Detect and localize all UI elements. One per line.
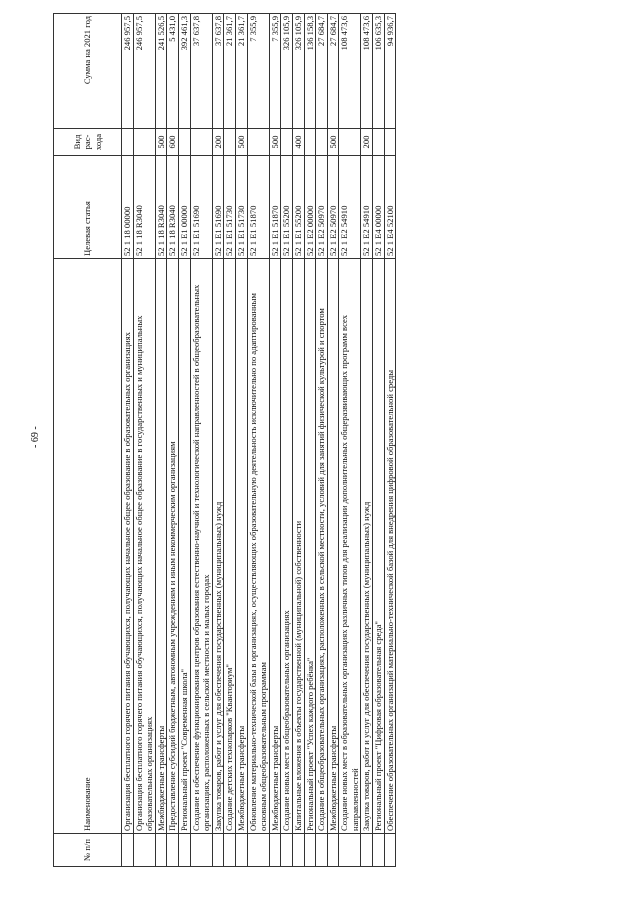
table-row: [384, 14, 396, 867]
cell-sum: 7 355,9: [247, 14, 269, 129]
cell-num: [373, 834, 385, 867]
cell-name: Закупка товаров, работ и услуг для обеспечения государственных (муниципальных) нужд: [361, 259, 373, 834]
table-row: [327, 14, 339, 867]
cell-code: 52 1 E2 50970: [327, 156, 339, 259]
cell-type: [224, 129, 236, 156]
cell-sum: 37 637,8: [212, 14, 224, 129]
cell-name: Межбюджетные трансферты: [327, 259, 339, 834]
cell-name: Межбюджетные трансферты: [269, 259, 281, 834]
cell-num: [122, 834, 134, 867]
cell-name: Создание и обеспечение функционирования центров образования естественно-научной и технологической направленностей в общеобразовательных организациях, расположенных в сельской местности и малых городах: [190, 259, 212, 834]
cell-name: Региональный проект "Цифровая образовательная среда": [373, 259, 385, 834]
cell-type: 500: [235, 129, 247, 156]
cell-code: 52 1 E2 00000: [304, 156, 316, 259]
cell-name: Организация бесплатного горячего питания обучающихся, получающих начальное общее образование в государственных и муниципальных образовательных организациях: [133, 259, 155, 834]
cell-sum: 94 936,7: [384, 14, 396, 129]
cell-name: Создание в общеобразовательных организациях, расположенных в сельской местности, условий для занятий физической культурой и спортом: [316, 259, 328, 834]
cell-name: Региональный проект "Успех каждого ребёнка": [304, 259, 316, 834]
cell-sum: 108 473,6: [361, 14, 373, 129]
cell-code: 52 1 E1 55200: [292, 156, 304, 259]
cell-code: 52 1 E4 52100: [384, 156, 396, 259]
cell-code: 52 1 E2 54910: [361, 156, 373, 259]
table-body: [122, 14, 396, 867]
cell-num: [235, 834, 247, 867]
cell-num: [247, 834, 269, 867]
table-header-row: [54, 14, 122, 867]
cell-sum: 106 635,3: [373, 14, 385, 129]
cell-code: 52 1 E2 50970: [316, 156, 328, 259]
cell-sum: 326 105,9: [281, 14, 293, 129]
cell-type: 600: [167, 129, 179, 156]
table-row: [133, 14, 155, 867]
cell-num: [316, 834, 328, 867]
budget-table: [53, 13, 396, 867]
cell-name: Межбюджетные трансферты: [235, 259, 247, 834]
cell-sum: 136 158,3: [304, 14, 316, 129]
cell-code: 52 1 E2 54910: [339, 156, 361, 259]
cell-type: [122, 129, 134, 156]
cell-num: [281, 834, 293, 867]
cell-name: Межбюджетные трансферты: [155, 259, 167, 834]
cell-code: 52 1 18 00000: [122, 156, 134, 259]
cell-num: [212, 834, 224, 867]
cell-code: 52 1 E1 00000: [178, 156, 190, 259]
header-code: Целевая статья: [54, 156, 122, 259]
cell-type: 400: [292, 129, 304, 156]
header-type: Вид рас-хода: [54, 129, 122, 156]
cell-num: [155, 834, 167, 867]
cell-name: Организация бесплатного горячего питания обучающихся, получающих начальное общее образование в образовательных организациях: [122, 259, 134, 834]
page-number: - 69 -: [30, 426, 41, 448]
cell-name: Создание новых мест в общеобразовательных организациях: [281, 259, 293, 834]
table-row: [373, 14, 385, 867]
table-row: [281, 14, 293, 867]
cell-sum: 241 526,5: [155, 14, 167, 129]
cell-sum: 5 431,0: [167, 14, 179, 129]
cell-sum: 21 361,7: [235, 14, 247, 129]
cell-sum: 246 957,5: [133, 14, 155, 129]
cell-type: 200: [361, 129, 373, 156]
cell-type: [316, 129, 328, 156]
cell-name: Создание новых мест в образовательных организациях различных типов для реализации дополнительных общеразвивающих программ всех направленностей: [339, 259, 361, 834]
cell-type: [190, 129, 212, 156]
cell-num: [224, 834, 236, 867]
cell-code: 52 1 E1 51690: [190, 156, 212, 259]
table-row: [122, 14, 134, 867]
cell-sum: 7 355,9: [269, 14, 281, 129]
cell-type: 500: [327, 129, 339, 156]
cell-name: Закупка товаров, работ и услуг для обеспечения государственных (муниципальных) нужд: [212, 259, 224, 834]
budget-table-container: [53, 16, 575, 867]
cell-name: Обеспечение образовательных организаций материально-технической базой для внедрения цифровой образовательной среды: [384, 259, 396, 834]
cell-code: 52 1 E1 51870: [269, 156, 281, 259]
cell-code: 52 1 E1 55200: [281, 156, 293, 259]
cell-num: [269, 834, 281, 867]
table-row: [316, 14, 328, 867]
cell-sum: 21 361,7: [224, 14, 236, 129]
cell-code: 52 1 18 R3040: [133, 156, 155, 259]
table-row: [190, 14, 212, 867]
cell-sum: 246 957,5: [122, 14, 134, 129]
cell-num: [339, 834, 361, 867]
cell-code: 52 1 E1 51690: [212, 156, 224, 259]
table-row: [247, 14, 269, 867]
cell-code: 52 1 E1 51870: [247, 156, 269, 259]
table-row: [235, 14, 247, 867]
cell-num: [190, 834, 212, 867]
cell-type: [247, 129, 269, 156]
cell-num: [292, 834, 304, 867]
cell-name: Капитальные вложения в объекты государственной (муниципальной) собственности: [292, 259, 304, 834]
cell-type: [281, 129, 293, 156]
cell-code: 52 1 18 R3040: [167, 156, 179, 259]
cell-type: [133, 129, 155, 156]
header-name: Наименование: [54, 259, 122, 834]
cell-code: 52 1 18 R3040: [155, 156, 167, 259]
cell-name: Обновление материально-технической базы в организациях, осуществляющих образовательную деятельность исключительно по адаптированным основным общеобразовательным программам: [247, 259, 269, 834]
cell-code: 52 1 E1 51730: [235, 156, 247, 259]
table-row: [224, 14, 236, 867]
table-row: [361, 14, 373, 867]
table-row: [167, 14, 179, 867]
cell-num: [327, 834, 339, 867]
cell-sum: 27 684,7: [316, 14, 328, 129]
cell-num: [167, 834, 179, 867]
cell-type: [304, 129, 316, 156]
table-row: [339, 14, 361, 867]
table-row: [178, 14, 190, 867]
cell-num: [178, 834, 190, 867]
cell-name: Региональный проект "Современная школа": [178, 259, 190, 834]
table-row: [292, 14, 304, 867]
table-row: [304, 14, 316, 867]
cell-type: 500: [269, 129, 281, 156]
cell-sum: 392 461,3: [178, 14, 190, 129]
cell-code: 52 1 E4 00000: [373, 156, 385, 259]
cell-sum: 27 684,7: [327, 14, 339, 129]
cell-sum: 37 637,8: [190, 14, 212, 129]
cell-num: [361, 834, 373, 867]
cell-code: 52 1 E1 51730: [224, 156, 236, 259]
header-num: № п/п: [54, 834, 122, 867]
table-row: [212, 14, 224, 867]
cell-type: 500: [155, 129, 167, 156]
cell-num: [304, 834, 316, 867]
cell-num: [133, 834, 155, 867]
cell-sum: 108 473,6: [339, 14, 361, 129]
table-row: [155, 14, 167, 867]
cell-sum: 326 105,9: [292, 14, 304, 129]
cell-type: 200: [212, 129, 224, 156]
table-row: [269, 14, 281, 867]
cell-type: [373, 129, 385, 156]
header-sum: Сумма на 2021 год: [54, 14, 122, 129]
cell-type: [384, 129, 396, 156]
cell-num: [384, 834, 396, 867]
cell-type: [178, 129, 190, 156]
cell-name: Создание детских технопарков "Кванториум": [224, 259, 236, 834]
cell-name: Предоставление субсидий бюджетным, автономным учреждениям и иным некоммерческим организациям: [167, 259, 179, 834]
cell-type: [339, 129, 361, 156]
